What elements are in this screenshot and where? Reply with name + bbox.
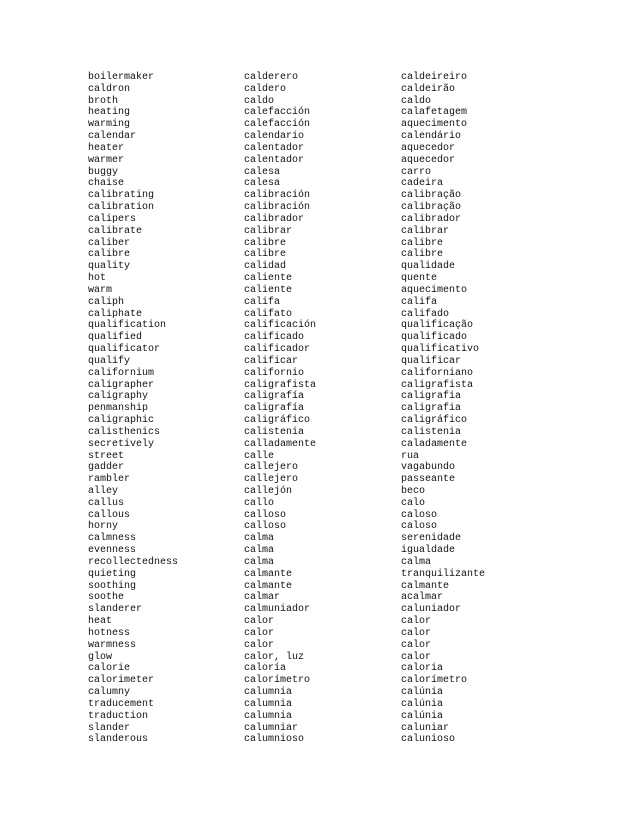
portuguese-term: calibrar <box>401 225 450 237</box>
portuguese-term: caloso <box>401 509 438 521</box>
portuguese-term: calibre <box>401 249 444 261</box>
glossary-row <box>88 521 588 533</box>
spanish-term: calificador <box>244 344 311 356</box>
spanish-term: calefacción <box>244 107 311 119</box>
spanish-term: calladamente <box>244 438 317 450</box>
english-term: street <box>88 450 125 462</box>
glossary-table <box>88 72 588 746</box>
spanish-term: calificar <box>244 355 299 367</box>
english-term: recollectedness <box>88 556 179 568</box>
glossary-row <box>88 273 588 285</box>
spanish-term: calibración <box>244 190 311 202</box>
glossary-row <box>88 699 588 711</box>
glossary-row <box>88 155 588 167</box>
english-term: quality <box>88 261 131 273</box>
spanish-term: calor, luz <box>244 651 305 663</box>
english-term: heater <box>88 142 125 154</box>
glossary-row <box>88 249 588 261</box>
portuguese-term: caloso <box>401 521 438 533</box>
portuguese-term: calor <box>401 616 432 628</box>
english-term: warmness <box>88 639 137 651</box>
english-term: heating <box>88 107 131 119</box>
english-term: calibration <box>88 202 155 214</box>
spanish-term: caligrafista <box>244 379 317 391</box>
spanish-term: callo <box>244 497 275 509</box>
english-term: traducement <box>88 698 155 710</box>
spanish-term: calumnia <box>244 710 293 722</box>
english-term: calumny <box>88 687 131 699</box>
spanish-term: callejón <box>244 485 293 497</box>
glossary-row <box>88 332 588 344</box>
glossary-row <box>88 557 588 569</box>
spanish-term: calumnia <box>244 698 293 710</box>
glossary-row <box>88 320 588 332</box>
spanish-term: calibrar <box>244 225 293 237</box>
glossary-row <box>88 663 588 675</box>
portuguese-term: tranquilizante <box>401 568 486 580</box>
portuguese-term: calúnia <box>401 698 444 710</box>
glossary-row <box>88 640 588 652</box>
portuguese-term: calorímetro <box>401 675 468 687</box>
portuguese-term: calúnia <box>401 710 444 722</box>
spanish-term: caligrafía <box>244 391 305 403</box>
glossary-row <box>88 167 588 179</box>
glossary-row <box>88 451 588 463</box>
english-term: qualify <box>88 355 131 367</box>
portuguese-term: calibração <box>401 202 462 214</box>
spanish-term: calmuniador <box>244 604 311 616</box>
english-term: caligraphy <box>88 391 149 403</box>
english-term: penmanship <box>88 403 149 415</box>
glossary-row <box>88 261 588 273</box>
portuguese-term: rua <box>401 450 420 462</box>
glossary-row <box>88 486 588 498</box>
spanish-term: callejero <box>244 462 299 474</box>
glossary-row <box>88 356 588 368</box>
english-term: calendar <box>88 131 137 143</box>
english-term: callus <box>88 497 125 509</box>
glossary-row <box>88 569 588 581</box>
english-term: caliber <box>88 237 131 249</box>
glossary-row <box>88 143 588 155</box>
portuguese-term: quente <box>401 273 438 285</box>
glossary-row <box>88 119 588 131</box>
portuguese-term: caligrafista <box>401 379 474 391</box>
portuguese-term: carro <box>401 166 432 178</box>
glossary-row <box>88 604 588 616</box>
portuguese-term: caldo <box>401 95 432 107</box>
glossary-row <box>88 439 588 451</box>
glossary-row <box>88 498 588 510</box>
english-term: qualificator <box>88 344 161 356</box>
english-term: caliphate <box>88 308 143 320</box>
spanish-term: calle <box>244 450 275 462</box>
portuguese-term: californiano <box>401 367 474 379</box>
portuguese-term: calendário <box>401 131 462 143</box>
glossary-row <box>88 107 588 119</box>
spanish-term: calloso <box>244 509 287 521</box>
portuguese-term: caloria <box>401 663 444 675</box>
portuguese-term: qualificado <box>401 332 468 344</box>
spanish-term: calmante <box>244 580 293 592</box>
english-term: hot <box>88 273 107 285</box>
english-term: traduction <box>88 710 149 722</box>
spanish-term: calendario <box>244 131 305 143</box>
spanish-term: calibrador <box>244 213 305 225</box>
glossary-row <box>88 533 588 545</box>
spanish-term: calmar <box>244 592 281 604</box>
spanish-term: caliente <box>244 284 293 296</box>
spanish-term: calmante <box>244 568 293 580</box>
portuguese-term: caligráfico <box>401 415 468 427</box>
spanish-term: calificado <box>244 332 305 344</box>
english-term: californium <box>88 367 155 379</box>
spanish-term: calloso <box>244 521 287 533</box>
english-term: qualified <box>88 332 143 344</box>
glossary-row <box>88 675 588 687</box>
english-term: hotness <box>88 627 131 639</box>
spanish-term: calorímetro <box>244 675 311 687</box>
english-term: heat <box>88 616 113 628</box>
glossary-row <box>88 415 588 427</box>
portuguese-term: aquecedor <box>401 154 456 166</box>
spanish-term: calderero <box>244 72 299 83</box>
spanish-term: calumnioso <box>244 734 305 746</box>
glossary-row <box>88 462 588 474</box>
portuguese-term: calistenia <box>401 426 462 438</box>
portuguese-term: beco <box>401 485 426 497</box>
spanish-term: calibre <box>244 249 287 261</box>
portuguese-term: calafetagem <box>401 107 468 119</box>
english-term: slander <box>88 722 131 734</box>
spanish-term: calefacción <box>244 119 311 131</box>
spanish-term: calma <box>244 533 275 545</box>
spanish-term: calesa <box>244 166 281 178</box>
english-term: gadder <box>88 462 125 474</box>
portuguese-term: qualificação <box>401 320 474 332</box>
glossary-row <box>88 687 588 699</box>
portuguese-term: caligrafia <box>401 403 462 415</box>
spanish-term: californio <box>244 367 305 379</box>
portuguese-term: calo <box>401 497 426 509</box>
portuguese-term: igualdade <box>401 545 456 557</box>
english-term: caliph <box>88 296 125 308</box>
portuguese-term: caluniar <box>401 722 450 734</box>
english-term: warming <box>88 119 131 131</box>
glossary-row <box>88 474 588 486</box>
glossary-row <box>88 202 588 214</box>
glossary-row <box>88 309 588 321</box>
spanish-term: calma <box>244 545 275 557</box>
spanish-term: calibración <box>244 202 311 214</box>
portuguese-term: califado <box>401 308 450 320</box>
spanish-term: calesa <box>244 178 281 190</box>
english-term: boilermaker <box>88 72 155 83</box>
english-term: quieting <box>88 568 137 580</box>
portuguese-term: qualificar <box>401 355 462 367</box>
glossary-row <box>88 72 588 84</box>
spanish-term: calificación <box>244 320 317 332</box>
portuguese-term: calibração <box>401 190 462 202</box>
english-term: chaise <box>88 178 125 190</box>
spanish-term: calidad <box>244 261 287 273</box>
glossary-row <box>88 297 588 309</box>
glossary-row <box>88 628 588 640</box>
spanish-term: calistenia <box>244 426 305 438</box>
portuguese-term: cadeira <box>401 178 444 190</box>
english-term: calmness <box>88 533 137 545</box>
spanish-term: calumnia <box>244 687 293 699</box>
spanish-term: callejero <box>244 474 299 486</box>
english-term: glow <box>88 651 113 663</box>
spanish-term: caldo <box>244 95 275 107</box>
glossary-row <box>88 96 588 108</box>
portuguese-term: aquecedor <box>401 142 456 154</box>
glossary-row <box>88 652 588 664</box>
portuguese-term: calor <box>401 651 432 663</box>
glossary-row <box>88 131 588 143</box>
portuguese-term: qualificativo <box>401 344 480 356</box>
glossary-row <box>88 178 588 190</box>
english-term: calibre <box>88 249 131 261</box>
spanish-term: caliente <box>244 273 293 285</box>
spanish-term: calentador <box>244 154 305 166</box>
portuguese-term: caldeireiro <box>401 72 468 83</box>
glossary-row <box>88 190 588 202</box>
english-term: calibrating <box>88 190 155 202</box>
portuguese-term: serenidade <box>401 533 462 545</box>
english-term: warm <box>88 284 113 296</box>
portuguese-term: caligrafia <box>401 391 462 403</box>
english-term: callous <box>88 509 131 521</box>
spanish-term: calumniar <box>244 722 299 734</box>
english-term: evenness <box>88 545 137 557</box>
portuguese-term: acalmar <box>401 592 444 604</box>
glossary-row <box>88 711 588 723</box>
portuguese-term: caladamente <box>401 438 468 450</box>
spanish-term: calentador <box>244 142 305 154</box>
glossary-row <box>88 723 588 735</box>
english-term: calisthenics <box>88 426 161 438</box>
english-term: slanderer <box>88 604 143 616</box>
glossary-row <box>88 734 588 746</box>
english-term: slanderous <box>88 734 149 746</box>
glossary-row <box>88 380 588 392</box>
glossary-row <box>88 368 588 380</box>
english-term: caldron <box>88 83 131 95</box>
glossary-row <box>88 391 588 403</box>
spanish-term: calor <box>244 616 275 628</box>
portuguese-term: calmante <box>401 580 450 592</box>
english-term: warmer <box>88 154 125 166</box>
glossary-row <box>88 510 588 522</box>
english-term: rambler <box>88 474 131 486</box>
spanish-term: calibre <box>244 237 287 249</box>
spanish-term: califa <box>244 296 281 308</box>
portuguese-term: calibre <box>401 237 444 249</box>
spanish-term: caldero <box>244 83 287 95</box>
spanish-term: caligráfico <box>244 415 311 427</box>
english-term: caligrapher <box>88 379 155 391</box>
spanish-term: calma <box>244 556 275 568</box>
glossary-row <box>88 616 588 628</box>
english-term: qualification <box>88 320 167 332</box>
portuguese-term: aquecimento <box>401 284 468 296</box>
glossary-row <box>88 84 588 96</box>
portuguese-term: qualidade <box>401 261 456 273</box>
portuguese-term: caldeirão <box>401 83 456 95</box>
glossary-row <box>88 226 588 238</box>
spanish-term: caligrafía <box>244 403 305 415</box>
glossary-row <box>88 344 588 356</box>
english-term: soothing <box>88 580 137 592</box>
glossary-row <box>88 238 588 250</box>
glossary-row <box>88 427 588 439</box>
portuguese-term: calúnia <box>401 687 444 699</box>
portuguese-term: calor <box>401 639 432 651</box>
english-term: calorimeter <box>88 675 155 687</box>
spanish-term: calor <box>244 627 275 639</box>
portuguese-term: aquecimento <box>401 119 468 131</box>
english-term: caligraphic <box>88 415 155 427</box>
glossary-row <box>88 214 588 226</box>
glossary-row <box>88 545 588 557</box>
english-term: buggy <box>88 166 119 178</box>
portuguese-term: caluniador <box>401 604 462 616</box>
english-term: alley <box>88 485 119 497</box>
portuguese-term: calor <box>401 627 432 639</box>
portuguese-term: vagabundo <box>401 462 456 474</box>
english-term: broth <box>88 95 119 107</box>
english-term: horny <box>88 521 119 533</box>
english-term: soothe <box>88 592 125 604</box>
english-term: calipers <box>88 213 137 225</box>
english-term: calibrate <box>88 225 143 237</box>
glossary-row <box>88 403 588 415</box>
glossary-row <box>88 592 588 604</box>
english-term: secretively <box>88 438 155 450</box>
portuguese-term: califa <box>401 296 438 308</box>
spanish-term: caloría <box>244 663 287 675</box>
english-term: calorie <box>88 663 131 675</box>
portuguese-term: calibrador <box>401 213 462 225</box>
portuguese-term: passeante <box>401 474 456 486</box>
portuguese-term: calma <box>401 556 432 568</box>
glossary-row <box>88 285 588 297</box>
spanish-term: califato <box>244 308 293 320</box>
portuguese-term: calunioso <box>401 734 456 746</box>
glossary-row <box>88 581 588 593</box>
spanish-term: calor <box>244 639 275 651</box>
